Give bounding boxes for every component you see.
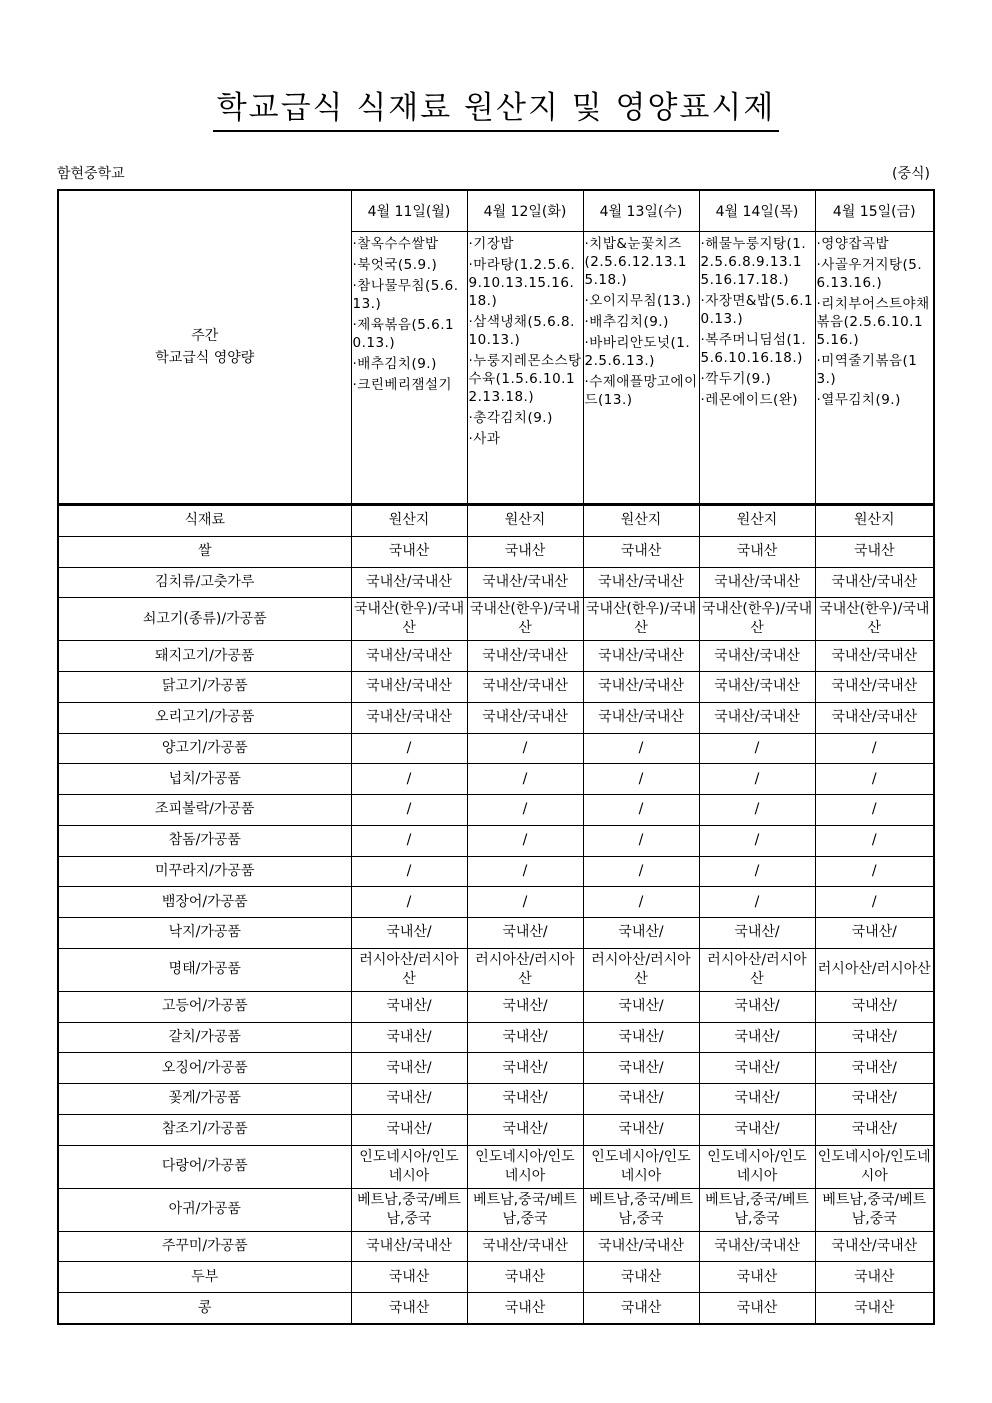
ingredient-name: 고등어/가공품	[58, 991, 351, 1022]
origin-value: /	[467, 764, 583, 795]
origin-value: 국내산/국내산	[815, 567, 934, 598]
dish-item: ·리치부어스트야채볶음(2.5.6.10.15.16.)	[816, 296, 930, 348]
origin-row	[58, 1293, 934, 1324]
origin-row	[58, 1084, 934, 1115]
origin-value: /	[815, 764, 934, 795]
origin-value: 국내산/	[351, 1053, 467, 1084]
ingredient-name: 오징어/가공품	[58, 1053, 351, 1084]
origin-header-cell: 식재료	[58, 505, 351, 537]
dish-item: ·찰옥수수쌀밥	[352, 236, 439, 252]
origin-value: 국내산	[583, 1262, 699, 1293]
page-title: 학교급식 식재료 원산지 및 영양표시제	[213, 88, 780, 132]
origin-value: 국내산	[467, 1293, 583, 1324]
day-menu-cell	[699, 232, 815, 505]
dish-item: ·기장밥	[468, 236, 514, 252]
origin-value: 국내산/국내산	[467, 672, 583, 703]
ingredient-name: 명태/가공품	[58, 948, 351, 991]
origin-value: /	[699, 733, 815, 764]
origin-value: 국내산/	[699, 1114, 815, 1145]
dish-item: ·배추김치(9.)	[584, 314, 669, 330]
ingredient-name: 조피볼락/가공품	[58, 795, 351, 826]
origin-value: 국내산/국내산	[467, 641, 583, 672]
origin-row	[58, 598, 934, 641]
origin-value: 국내산	[583, 536, 699, 567]
origin-row	[58, 1145, 934, 1188]
origin-value: 국내산/	[467, 1084, 583, 1115]
origin-value: 국내산(한우)/국내산	[699, 598, 815, 641]
dish-item: ·사골우거지탕(5.6.13.16.)	[816, 257, 923, 291]
origin-value: /	[699, 856, 815, 887]
origin-value: 국내산(한우)/국내산	[583, 598, 699, 641]
origin-value: 러시아산/러시아산	[467, 948, 583, 991]
origin-row	[58, 991, 934, 1022]
origin-row	[58, 1022, 934, 1053]
origin-value: /	[351, 764, 467, 795]
origin-value: 인도네시아/인도네시아	[467, 1145, 583, 1188]
origin-value: /	[467, 733, 583, 764]
origin-value: 국내산/	[583, 1053, 699, 1084]
ingredient-name: 넙치/가공품	[58, 764, 351, 795]
origin-value: /	[583, 856, 699, 887]
day-date: 4월 12일(화)	[467, 190, 583, 232]
ingredient-name: 쇠고기(종류)/가공품	[58, 598, 351, 641]
origin-value: /	[815, 795, 934, 826]
origin-row	[58, 733, 934, 764]
page-title-wrap	[0, 88, 992, 132]
origin-value: 국내산	[351, 1293, 467, 1324]
dish-item: ·크린베리잼설기	[352, 377, 453, 393]
dish-item: ·삼색냉채(5.6.8.10.13.)	[468, 314, 575, 348]
dish-item: ·누룽지레몬소스탕수육(1.5.6.10.12.13.18.)	[468, 353, 582, 405]
origin-row	[58, 1053, 934, 1084]
origin-value: 베트남,중국/베트남,중국	[583, 1188, 699, 1231]
ingredient-name: 김치류/고춧가루	[58, 567, 351, 598]
origin-value: 베트남,중국/베트남,중국	[815, 1188, 934, 1231]
origin-value: 국내산/국내산	[699, 702, 815, 733]
origin-value: 국내산/	[699, 1053, 815, 1084]
origin-table-body	[58, 505, 934, 1325]
origin-value: 국내산	[699, 1262, 815, 1293]
origin-row	[58, 536, 934, 567]
origin-value: 국내산/	[815, 991, 934, 1022]
dish-item: ·자장면&밥(5.6.10.13.)	[700, 293, 814, 327]
dish-item: ·미역줄기볶음(13.)	[816, 353, 918, 387]
meal-type: (중식)	[892, 166, 930, 182]
ingredient-name: 오리고기/가공품	[58, 702, 351, 733]
origin-row	[58, 567, 934, 598]
dish-item: ·배추김치(9.)	[352, 356, 437, 372]
origin-value: 국내산/	[699, 918, 815, 949]
origin-value: 국내산/	[583, 1114, 699, 1145]
origin-value: 국내산/	[351, 991, 467, 1022]
origin-value: 국내산/	[467, 1053, 583, 1084]
origin-value: /	[467, 887, 583, 918]
origin-value: 국내산	[699, 536, 815, 567]
origin-value: /	[467, 856, 583, 887]
day-menu-cell	[351, 232, 467, 505]
ingredient-name: 낙지/가공품	[58, 918, 351, 949]
origin-row	[58, 1262, 934, 1293]
origin-row	[58, 948, 934, 991]
dish-item: ·참나물무침(5.6.13.)	[352, 278, 459, 312]
origin-value: 국내산	[467, 1262, 583, 1293]
dish-item: ·해물누룽지탕(1.2.5.6.8.9.13.15.16.17.18.)	[700, 236, 807, 288]
dish-item: ·사과	[468, 431, 501, 447]
origin-value: 국내산/	[815, 1022, 934, 1053]
origin-value: 국내산/국내산	[351, 567, 467, 598]
dish-list	[352, 232, 467, 394]
origin-value: /	[351, 795, 467, 826]
origin-value: 베트남,중국/베트남,중국	[699, 1188, 815, 1231]
day-date: 4월 14일(목)	[699, 190, 815, 232]
origin-value: 국내산(한우)/국내산	[467, 598, 583, 641]
origin-value: 러시아산/러시아산	[583, 948, 699, 991]
origin-value: /	[583, 825, 699, 856]
origin-value: 국내산/국내산	[699, 672, 815, 703]
dish-item: ·열무김치(9.)	[816, 392, 901, 408]
origin-value: 국내산/국내산	[815, 672, 934, 703]
origin-value: 국내산/	[699, 991, 815, 1022]
ingredient-name: 닭고기/가공품	[58, 672, 351, 703]
origin-value: 국내산/국내산	[699, 1231, 815, 1262]
dish-item: ·수제애플망고에이드(13.)	[584, 374, 698, 408]
origin-value: 국내산/국내산	[699, 567, 815, 598]
day-date: 4월 13일(수)	[583, 190, 699, 232]
origin-value: 국내산/	[467, 991, 583, 1022]
origin-value: 국내산/국내산	[583, 1231, 699, 1262]
origin-value: 국내산(한우)/국내산	[351, 598, 467, 641]
origin-value: 국내산/	[351, 1022, 467, 1053]
origin-value: /	[583, 733, 699, 764]
day-menu-cell	[467, 232, 583, 505]
origin-value: 국내산/	[467, 1022, 583, 1053]
day-menu-cell	[583, 232, 699, 505]
origin-value: 베트남,중국/베트남,중국	[467, 1188, 583, 1231]
ingredient-name: 두부	[58, 1262, 351, 1293]
origin-value: 러시아산/러시아산	[815, 948, 934, 991]
origin-value: 국내산/	[583, 991, 699, 1022]
origin-value: /	[699, 825, 815, 856]
day-date: 4월 11일(월)	[351, 190, 467, 232]
origin-header-cell: 원산지	[815, 505, 934, 537]
origin-value: 국내산/국내산	[467, 567, 583, 598]
origin-value: 국내산/	[815, 1114, 934, 1145]
origin-value: 국내산/	[351, 1084, 467, 1115]
origin-value: /	[467, 825, 583, 856]
dish-list	[816, 232, 934, 409]
origin-value: 국내산(한우)/국내산	[815, 598, 934, 641]
dish-item: ·레몬에이드(완)	[700, 392, 799, 408]
origin-value: 국내산/국내산	[467, 702, 583, 733]
origin-value: 국내산	[815, 1262, 934, 1293]
day-date: 4월 15일(금)	[815, 190, 934, 232]
origin-row	[58, 795, 934, 826]
ingredient-name: 뱀장어/가공품	[58, 887, 351, 918]
origin-row	[58, 825, 934, 856]
origin-value: 국내산/	[351, 918, 467, 949]
ingredient-name: 꽃게/가공품	[58, 1084, 351, 1115]
origin-value: 국내산/국내산	[583, 672, 699, 703]
origin-value: 국내산	[351, 1262, 467, 1293]
origin-value: 국내산/	[815, 1084, 934, 1115]
origin-value: 베트남,중국/베트남,중국	[351, 1188, 467, 1231]
origin-value: 국내산	[351, 536, 467, 567]
origin-value: 국내산/국내산	[815, 1231, 934, 1262]
origin-value: 국내산/국내산	[467, 1231, 583, 1262]
dish-item: ·바바리안도넛(1.2.5.6.13.)	[584, 335, 691, 369]
menu-date-row	[58, 190, 934, 232]
nutrition-label-line: 학교급식 영양량	[155, 350, 255, 366]
origin-row	[58, 1231, 934, 1262]
origin-row	[58, 856, 934, 887]
ingredient-name: 돼지고기/가공품	[58, 641, 351, 672]
origin-value: /	[815, 825, 934, 856]
origin-value: 국내산/국내산	[815, 641, 934, 672]
origin-value: 국내산	[699, 1293, 815, 1324]
origin-value: 국내산/	[583, 1084, 699, 1115]
origin-value: 국내산/국내산	[583, 641, 699, 672]
ingredient-name: 참조기/가공품	[58, 1114, 351, 1145]
origin-header-cell: 원산지	[351, 505, 467, 537]
origin-value: 국내산/국내산	[351, 641, 467, 672]
origin-value: 국내산/	[815, 1053, 934, 1084]
dish-list	[468, 232, 583, 448]
origin-value: /	[699, 795, 815, 826]
origin-value: 국내산/	[815, 918, 934, 949]
ingredient-name: 갈치/가공품	[58, 1022, 351, 1053]
dish-item: ·총각김치(9.)	[468, 410, 553, 426]
school-name: 함현중학교	[57, 166, 125, 182]
origin-value: /	[583, 795, 699, 826]
origin-value: /	[467, 795, 583, 826]
ingredient-name: 쌀	[58, 536, 351, 567]
ingredient-name: 주꾸미/가공품	[58, 1231, 351, 1262]
origin-value: 국내산/	[583, 1022, 699, 1053]
dish-item: ·마라탕(1.2.5.6.9.10.13.15.16.18.)	[468, 257, 576, 309]
origin-value: /	[351, 856, 467, 887]
ingredient-name: 콩	[58, 1293, 351, 1324]
origin-value: /	[351, 825, 467, 856]
dish-item: ·오이지무침(13.)	[584, 293, 692, 309]
ingredient-name: 참돔/가공품	[58, 825, 351, 856]
origin-value: 국내산	[815, 536, 934, 567]
origin-header-row	[58, 505, 934, 537]
origin-value: /	[351, 733, 467, 764]
origin-row	[58, 1188, 934, 1231]
origin-value: /	[583, 887, 699, 918]
origin-row	[58, 672, 934, 703]
origin-value: 인도네시아/인도네시아	[351, 1145, 467, 1188]
dish-list	[700, 232, 815, 409]
origin-value: 국내산/국내산	[699, 641, 815, 672]
origin-header-cell: 원산지	[467, 505, 583, 537]
origin-value: 국내산	[583, 1293, 699, 1324]
origin-value: 국내산/	[351, 1114, 467, 1145]
origin-value: 국내산/	[583, 918, 699, 949]
origin-row	[58, 764, 934, 795]
origin-value: 국내산/	[467, 1114, 583, 1145]
origin-value: /	[583, 764, 699, 795]
origin-value: 국내산/	[467, 918, 583, 949]
ingredient-name: 다랑어/가공품	[58, 1145, 351, 1188]
origin-value: 러시아산/러시아산	[699, 948, 815, 991]
dish-item: ·제육볶음(5.6.10.13.)	[352, 317, 455, 351]
weekly-menu-table	[57, 189, 935, 505]
origin-row	[58, 887, 934, 918]
nutrition-label-line: 주간	[191, 328, 219, 344]
origin-value: 국내산	[815, 1293, 934, 1324]
origin-value: 국내산/국내산	[583, 702, 699, 733]
origin-value: /	[815, 856, 934, 887]
origin-value: 국내산/국내산	[351, 702, 467, 733]
origin-value: /	[815, 887, 934, 918]
origin-value: 인도네시아/인도네시아	[583, 1145, 699, 1188]
origin-value: 국내산/	[699, 1084, 815, 1115]
dish-list	[584, 232, 699, 409]
origin-value: 국내산/국내산	[583, 567, 699, 598]
origin-value: /	[351, 887, 467, 918]
dish-item: ·깍두기(9.)	[700, 371, 772, 387]
origin-value: 국내산/국내산	[815, 702, 934, 733]
origin-row	[58, 702, 934, 733]
origin-header-cell: 원산지	[699, 505, 815, 537]
origin-row	[58, 641, 934, 672]
dish-item: ·치밥&눈꽃치즈(2.5.6.12.13.15.18.)	[584, 236, 687, 288]
origin-row	[58, 918, 934, 949]
dish-item: ·북엇국(5.9.)	[352, 257, 438, 273]
origin-header-cell: 원산지	[583, 505, 699, 537]
origin-value: 인도네시아/인도네시아	[699, 1145, 815, 1188]
origin-table	[57, 503, 935, 1325]
ingredient-name: 미꾸라지/가공품	[58, 856, 351, 887]
origin-value: 국내산/국내산	[351, 1231, 467, 1262]
dish-item: ·복주머니딤섬(1.5.6.10.16.18.)	[700, 332, 807, 366]
origin-value: /	[815, 733, 934, 764]
origin-row	[58, 1114, 934, 1145]
origin-value: /	[699, 887, 815, 918]
ingredient-name: 양고기/가공품	[58, 733, 351, 764]
origin-value: 국내산/	[699, 1022, 815, 1053]
origin-value: 국내산	[467, 536, 583, 567]
day-menu-cell	[815, 232, 934, 505]
nutrition-label-cell	[58, 190, 351, 504]
origin-value: 인도네시아/인도네시아	[815, 1145, 934, 1188]
dish-item: ·영양잡곡밥	[816, 236, 889, 252]
ingredient-name: 아귀/가공품	[58, 1188, 351, 1231]
origin-value: 국내산/국내산	[351, 672, 467, 703]
origin-value: 러시아산/러시아산	[351, 948, 467, 991]
origin-value: /	[699, 764, 815, 795]
